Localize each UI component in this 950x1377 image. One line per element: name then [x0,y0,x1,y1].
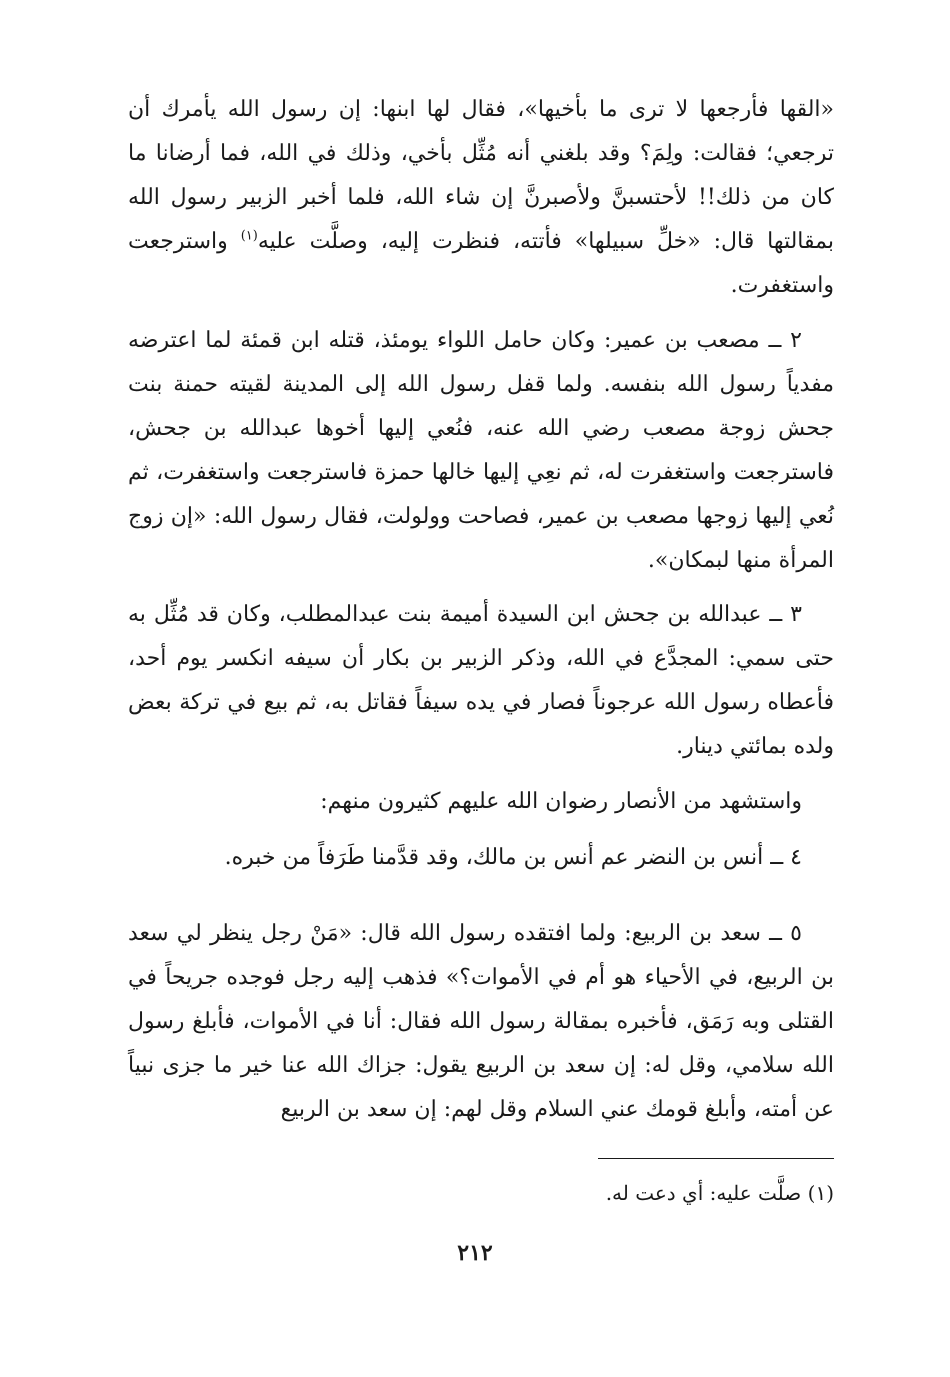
paragraph-3-abdullah: ٣ ــ عبدالله بن جحش ابن السيدة أميمة بنت عبدالمطلب، وكان قد مُثِّل به حتى سمي: المجدَّع في الله، وذكر الزبير بن بكار أن سيفه انكسر يوم أحد، فأعطاه رسول الله عرجوناً فصار في يده سيفاً فقاتل به، ثم بيع في تركة بعض ولده بمائتي دينار. [128,602,834,759]
page-number: ٢١٢ [457,1240,493,1266]
paragraph-1 [128,88,834,308]
paragraph-1-end: واسترجعت واستغفرت. [128,229,834,298]
paragraph-5-anas: ٤ ــ أنس بن النضر عم أنس بن مالك، وقد قدَّمنا طَرَفاً من خبره. [224,845,802,870]
footnote-divider [598,1158,834,1159]
footnote: (١) صلَّت عليه: أي دعت له. [605,1181,834,1205]
paragraph-6-sa-d: ٥ ــ سعد بن الربيع: ولما افتقده رسول الله قال: «مَنْ رجل ينظر لي سعد بن الربيع، في الأحياء هو أم في الأموات؟» فذهب إليه رجل فوجده جريحاً في القتلى وبه رَمَق، فأخبره بمقالة رسول الله فقال: أنا في الأموات، فأبلغ رسول الله سلامي، وقل له: إن سعد بن الربيع يقول: جزاك الله عنا خير ما جزى نبياً عن أمته، وأبلغ قومك عني السلام وقل لهم: إن سعد بن الربيع [128,921,834,1122]
footnote-reference: (١) [240,228,258,244]
paragraph-1-text: «القها فأرجعها لا ترى ما بأخيها»، فقال لها ابنها: إن رسول الله يأمرك أن ترجعي؛ فقالت: ولِمَ؟ وقد بلغني أنه مُثِّل بأخي، وذلك في الله، فما أرضانا ما كان من ذلك!! لأحتسبنَّ ولأصبرنَّ إن شاء الله، فلما أخبر الزبير رسول الله بمقالتها قال: «خلِّ سبيلها» فأتته، فنظرت إليه، وصلَّت عليه [128,97,834,254]
paragraph-4-ansar: واستشهد من الأنصار رضوان الله عليهم كثيرون منهم: [320,789,802,814]
paragraph-2-mus-ab: ٢ ــ مصعب بن عمير: وكان حامل اللواء يومئذ، قتله ابن قمئة لما اعترضه مفدياً رسول الله بنفسه. ولما قفل رسول الله إلى المدينة لقيته حمنة بنت جحش زوجة مصعب رضي الله عنه، فنُعي إليها أخوها عبدالله بن جحش، فاسترجعت واستغفرت له، ثم نعِي إليها خالها حمزة فاسترجعت واستغفرت، ثم نُعي إليها زوجها مصعب بن عمير، فصاحت وولولت، فقال رسول الله: «إن زوج المرأة منها لبمكان». [128,328,834,573]
